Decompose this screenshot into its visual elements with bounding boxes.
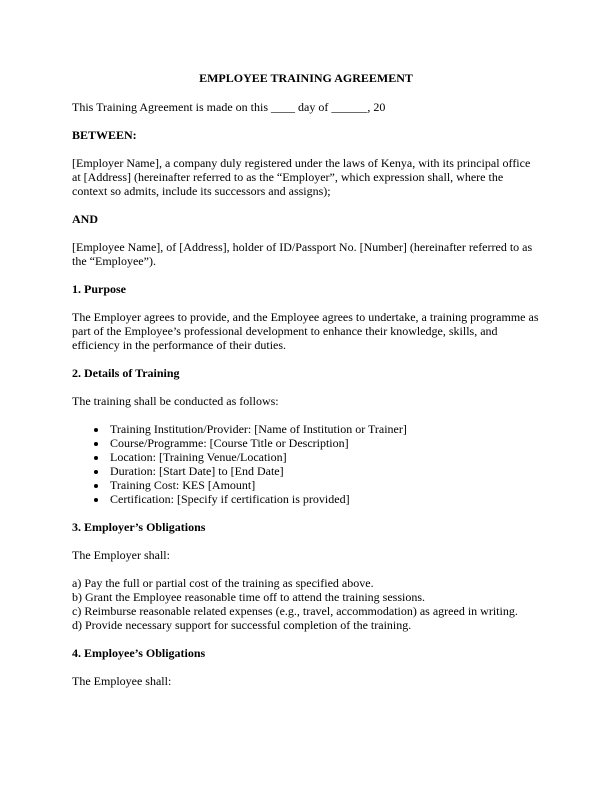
list-item-training-institution: • Training Institution/Provider: [Name of Institution or Trainer] (108, 422, 540, 436)
purpose-body: The Employer agrees to provide, and the Employee agrees to undertake, a training programme as part of the Employee’s professional development to enhance their knowledge, skills, and efficiency in the performance of their duties. (72, 310, 539, 352)
employer-clause: [Employer Name], a company duly registered under the laws of Kenya, with its principal office at [Address] (hereinafter referred to as the “Employer”, which expression shall, where the context so admits, include its successors and assigns); (72, 156, 531, 198)
list-item-duration: • Duration: [Start Date] to [End Date] (108, 464, 540, 478)
employer-obligations-items (72, 576, 540, 632)
list-item-location: • Location: [Training Venue/Location] (108, 450, 540, 464)
obligation-item-c: c) Reimburse reasonable related expenses (e.g., travel, accommodation) as agreed in writing. (72, 604, 518, 618)
intro-line: This Training Agreement is made on this ____ day of ______, 20 (72, 100, 386, 114)
obligation-item-b: b) Grant the Employee reasonable time off to attend the training sessions. (72, 590, 426, 604)
document-title: EMPLOYEE TRAINING AGREEMENT (199, 71, 413, 85)
section-heading-employer-obligations: 3. Employer’s Obligations (72, 520, 206, 534)
training-details-list (72, 422, 540, 506)
and-label: AND (72, 212, 98, 226)
employer-obligations-lead: The Employer shall: (72, 548, 170, 562)
obligation-item-a: a) Pay the full or partial cost of the training as specified above. (72, 576, 374, 590)
obligation-item-d: d) Provide necessary support for successful completion of the training. (72, 618, 412, 632)
details-lead: The training shall be conducted as follows: (72, 394, 279, 408)
list-item-training-cost: • Training Cost: KES [Amount] (108, 478, 540, 492)
between-label: BETWEEN: (72, 128, 137, 142)
employee-obligations-lead: The Employee shall: (72, 674, 172, 688)
employee-clause: [Employee Name], of [Address], holder of ID/Passport No. [Number] (hereinafter referred to as the “Employee”). (72, 240, 533, 268)
section-heading-employee-obligations: 4. Employee’s Obligations (72, 646, 206, 660)
section-heading-details: 2. Details of Training (72, 366, 180, 380)
section-heading-purpose: 1. Purpose (72, 282, 126, 296)
list-item-certification: • Certification: [Specify if certification is provided] (108, 492, 540, 506)
list-item-course-programme: • Course/Programme: [Course Title or Description] (108, 436, 540, 450)
